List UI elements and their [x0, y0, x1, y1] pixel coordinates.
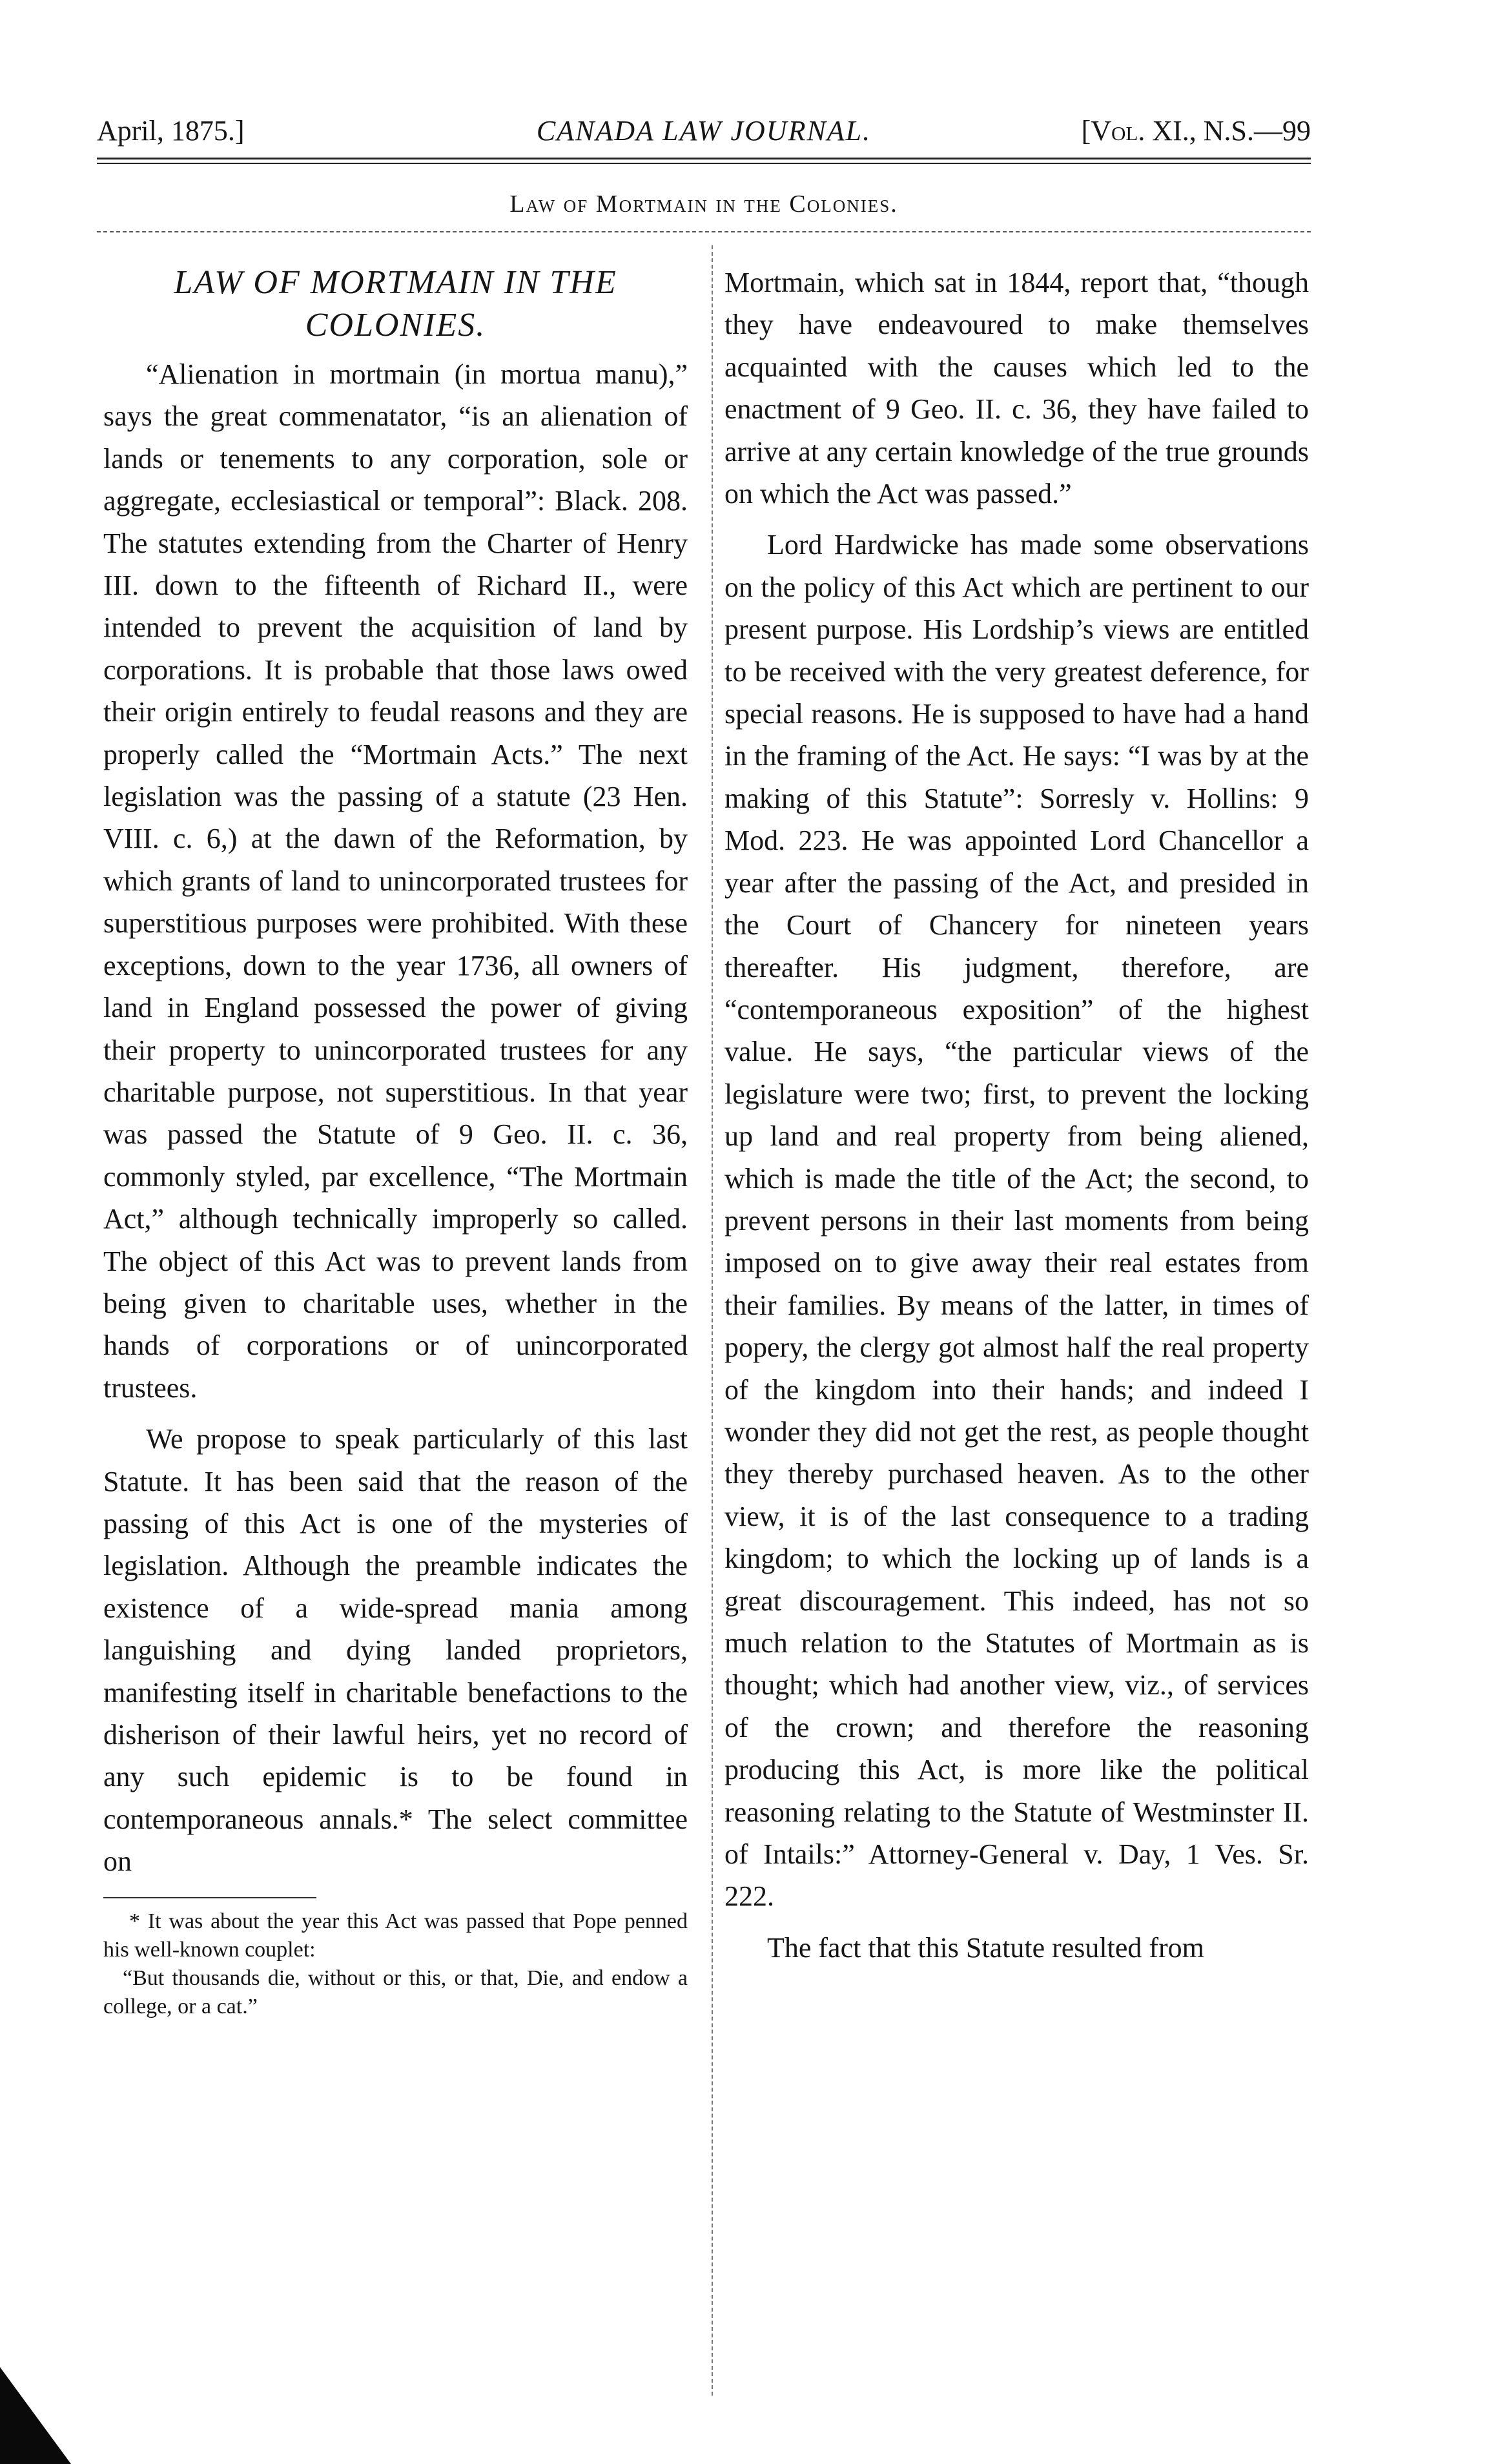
footnote-couplet: “But thousands die, without or this, or that, Die, and endow a college, or a cat.”: [103, 1966, 688, 2018]
paragraph: Mortmain, which sat in 1844, report that, “though they have endeavoured to make themselves acquainted with the causes which led to the enactment of 9 Geo. II. c. 36, they have failed to arrive at any certain knowledge of the true grounds on which the Act was passed.”: [724, 267, 1309, 510]
article-title: LAW OF MORTMAIN IN THE COLONIES.: [174, 264, 617, 344]
left-column: [103, 262, 688, 2021]
column-divider: [712, 245, 713, 2396]
section-heading: Law of Mortmain in the Colonies.: [509, 190, 898, 218]
header-rule-top: [97, 158, 1311, 159]
footnote: [103, 1907, 688, 2021]
journal-title: CANADA LAW JOURNAL.: [536, 115, 872, 147]
running-head: [97, 108, 1311, 154]
header-rule-bottom: [97, 163, 1311, 164]
footnote-rule: [103, 1897, 316, 1898]
paragraph: We propose to speak particularly of this last Statute. It has been said that the reason of the passing of this Act is one of the mysteries of legislation. Although the preamble indicates the existence of a wide-spread mania among languishing and dying landed proprietors, manifesting itself in charitable benefactions to the disherison of their lawful heirs, yet no record of any such epidemic is to be found in contemporaneous annals.* The select committee on: [103, 1423, 688, 1878]
paragraph: “Alienation in mortmain (in mortua manu),” says the great commenatator, “is an alienation of lands or tenements to any corporation, sole or aggregate, ecclesiastical or temporal”: Black. 208. The statutes extending from the Charter of Henry III. down to the fifteenth of Richard II., were intended to prevent the acquisition of land by corporations. It is probable that those laws owed their origin entirely to feudal reasons and they are properly called the “Mortmain Acts.” The next legislation was the passing of a statute (23 Hen. VIII. c. 6,) at the dawn of the Reformation, by which grants of land to unincorporated trustees for superstitious purposes were prohibited. With these exceptions, down to the year 1736, all owners of land in England possessed the power of giving their property to unincorporated trustees for any charitable purpose, not superstitious. In that year was passed the Statute of 9 Geo. II. c. 36, commonly styled, par excellence, “The Mortmain Act,” although technically improperly so called. The object of this Act was to prevent lands from being given to charitable uses, whether in the hands of corporations or of unincorporated trustees.: [103, 358, 688, 1404]
paragraph: Lord Hardwicke has made some observations on the policy of this Act which are pertinent to our present purpose. His Lordship’s views are entitled to be received with the very greatest deference, for special reasons. He is supposed to have had a hand in the framing of the Act. He says: “I was by at the making of this Statute”: Sorresly v. Hollins: 9 Mod. 223. He was appointed Lord Chancellor a year after the passing of the Act, and presided in the Court of Chancery for nineteen years thereafter. His judgment, therefore, are “contemporaneous exposition” of the highest value. He says, “the particular views of the legislature were two; first, to prevent the locking up land and real property from being aliened, which is made the title of the Act; the second, to prevent persons in their last moments from being imposed on to give away their real estates from their families. By means of the latter, in times of popery, the clergy got almost half the real property of the kingdom into their hands; and indeed I wonder they did not get the rest, as people thought they thereby purchased heaven. As to the other view, it is of the last consequence to a trading kingdom; to which the locking up of lands is a great discouragement. This indeed, has not so much relation to the Statutes of Mortmain as is thought; which had another view, viz., of services of the crown; and therefore the reasoning producing this Act, is more like the political reasoning relating to the Statute of Westminster II. of Intails:” Attorney-General v. Day, 1 Ves. Sr. 222.: [724, 529, 1309, 1913]
section-rule: [97, 231, 1311, 232]
issue-date: April, 1875.]: [97, 115, 245, 147]
right-column: [724, 262, 1309, 1978]
footnote-text: * It was about the year this Act was passed that Pope penned his well-known couplet:: [103, 1909, 688, 1962]
paragraph: The fact that this Statute resulted from: [767, 1931, 1204, 1964]
scan-corner-shadow: [0, 2367, 71, 2464]
volume-page: [Vol. XI., N.S.—99: [1081, 115, 1311, 147]
